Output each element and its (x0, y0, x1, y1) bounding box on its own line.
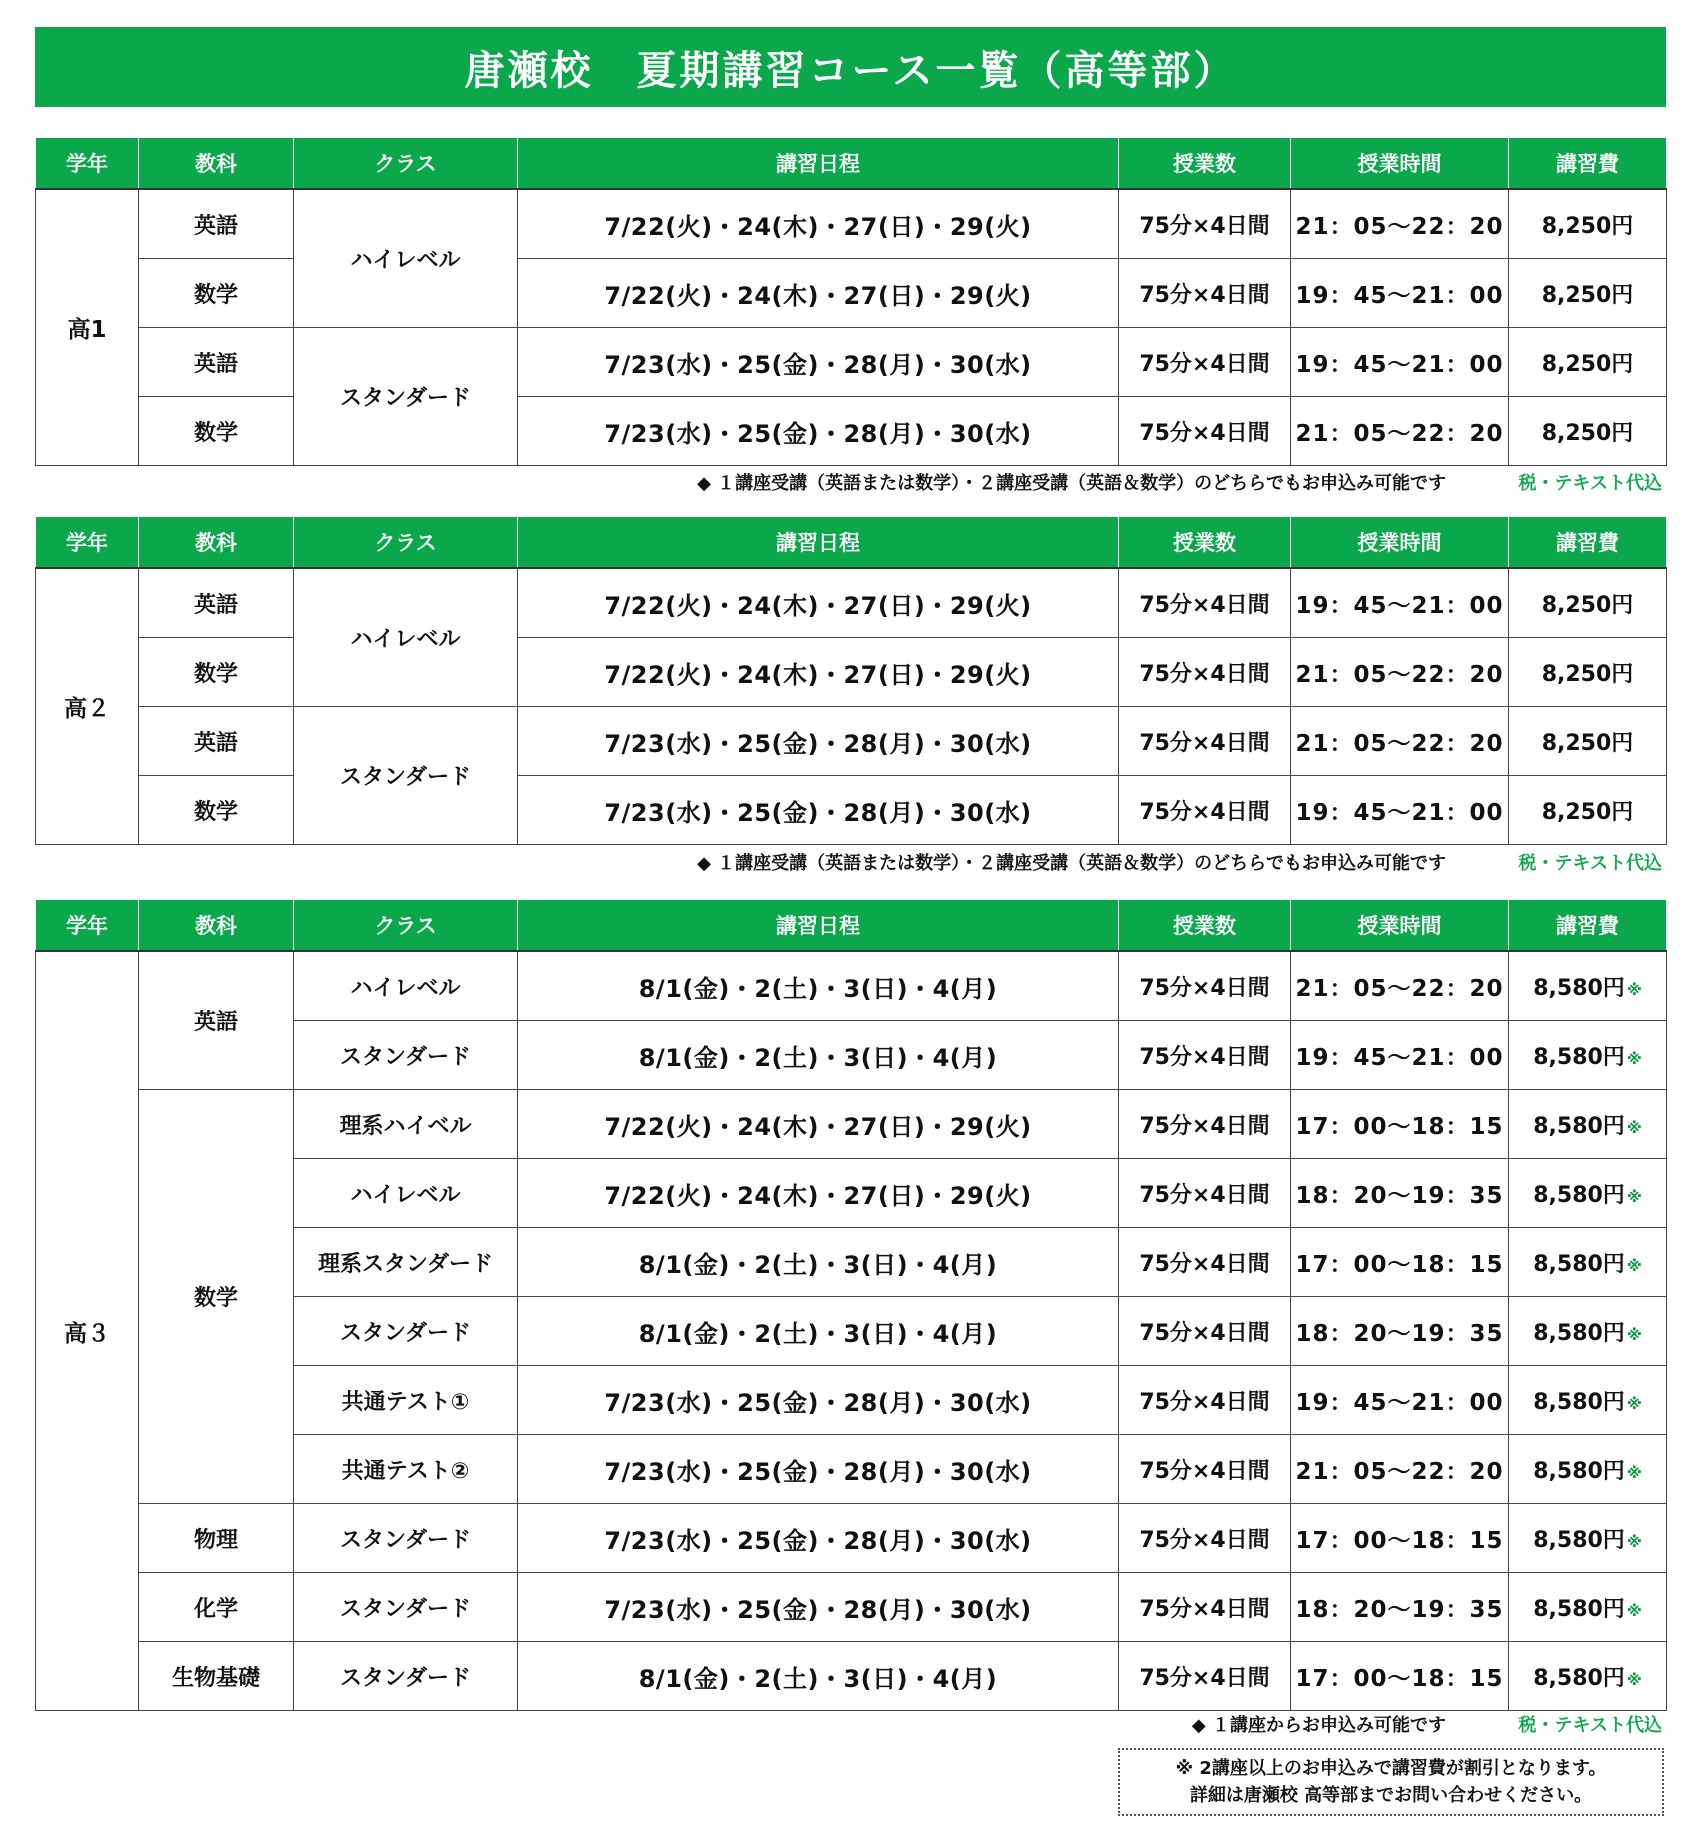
schedule-cell: 7/23(水)・25(金)・28(月)・30(水) (518, 1366, 1119, 1435)
time-cell: 19：45～21：00 (1291, 776, 1509, 845)
lessons-cell: 75分×4日間 (1119, 1435, 1291, 1504)
table-header-row (36, 138, 1667, 190)
grade-cell: 高３ (36, 951, 139, 1711)
header-schedule: 講習日程 (518, 138, 1119, 190)
tax-note: 税・テキスト代込 (1518, 473, 1662, 494)
class-cell: ハイレベル (294, 951, 518, 1021)
schedule-cell: 7/22(火)・24(木)・27(日)・29(火) (518, 259, 1119, 328)
subject-cell: 化学 (139, 1573, 294, 1642)
fee-value: 8,580円 (1533, 1320, 1625, 1346)
fee-cell: 8,250円 (1509, 189, 1667, 259)
schedule-cell: 8/1(金)・2(土)・3(日)・4(月) (518, 1021, 1119, 1090)
header-schedule: 講習日程 (518, 517, 1119, 569)
fee-cell (1509, 1504, 1667, 1573)
time-cell: 21：05～22：20 (1291, 707, 1509, 776)
schedule-cell: 7/22(火)・24(木)・27(日)・29(火) (518, 568, 1119, 638)
discount-notice-box (1118, 1748, 1664, 1816)
class-cell: ハイレベル (294, 189, 518, 328)
table-row (36, 776, 1667, 845)
note-line-grade2 (35, 845, 1666, 879)
time-cell: 21：05～22：20 (1291, 189, 1509, 259)
time-cell: 17：00～18：15 (1291, 1090, 1509, 1159)
header-lessons: 授業数 (1119, 138, 1291, 190)
time-cell: 21：05～22：20 (1291, 397, 1509, 466)
fee-value: 8,580円 (1533, 1182, 1625, 1208)
header-subject: 教科 (139, 517, 294, 569)
page-title: 唐瀬校 夏期講習コース一覧（高等部） (35, 27, 1666, 107)
fee-value: 8,580円 (1533, 1527, 1625, 1553)
schedule-cell: 7/23(水)・25(金)・28(月)・30(水) (518, 1435, 1119, 1504)
subject-cell: 数学 (139, 776, 294, 845)
schedule-cell: 7/22(火)・24(木)・27(日)・29(火) (518, 638, 1119, 707)
lessons-cell: 75分×4日間 (1119, 1504, 1291, 1573)
table-row (36, 568, 1667, 638)
discount-mark: ※ (1626, 1601, 1642, 1620)
header-class: クラス (294, 517, 518, 569)
note-line-grade1 (35, 465, 1666, 499)
header-time: 授業時間 (1291, 517, 1509, 569)
lessons-cell: 75分×4日間 (1119, 951, 1291, 1021)
lessons-cell: 75分×4日間 (1119, 189, 1291, 259)
table-row (36, 1642, 1667, 1711)
table-row (36, 707, 1667, 776)
schedule-cell: 7/23(水)・25(金)・28(月)・30(水) (518, 1504, 1119, 1573)
table-row (36, 328, 1667, 397)
lessons-cell: 75分×4日間 (1119, 1642, 1291, 1711)
schedule-cell: 7/23(水)・25(金)・28(月)・30(水) (518, 776, 1119, 845)
header-class: クラス (294, 138, 518, 190)
fee-value: 8,580円 (1533, 1458, 1625, 1484)
class-cell: スタンダード (294, 707, 518, 845)
time-cell: 18：20～19：35 (1291, 1573, 1509, 1642)
header-fee: 講習費 (1509, 900, 1667, 952)
table-row (36, 397, 1667, 466)
fee-cell (1509, 1090, 1667, 1159)
class-cell: スタンダード (294, 1642, 518, 1711)
time-cell: 19：45～21：00 (1291, 328, 1509, 397)
lessons-cell: 75分×4日間 (1119, 1366, 1291, 1435)
subject-cell: 生物基礎 (139, 1642, 294, 1711)
class-cell: スタンダード (294, 1573, 518, 1642)
lessons-cell: 75分×4日間 (1119, 397, 1291, 466)
fee-value: 8,580円 (1533, 1665, 1625, 1691)
fee-cell (1509, 1573, 1667, 1642)
grade-cell: 高２ (36, 568, 139, 845)
class-cell: スタンダード (294, 1504, 518, 1573)
time-cell: 21：05～22：20 (1291, 638, 1509, 707)
fee-value: 8,580円 (1533, 1596, 1625, 1622)
table-row (36, 1504, 1667, 1573)
header-grade: 学年 (36, 900, 139, 952)
time-cell: 17：00～18：15 (1291, 1228, 1509, 1297)
discount-notice-line2: 詳細は唐瀬校 高等部までお問い合わせください。 (1189, 1785, 1593, 1806)
schedule-cell: 7/23(水)・25(金)・28(月)・30(水) (518, 397, 1119, 466)
schedule-cell: 7/22(火)・24(木)・27(日)・29(火) (518, 1159, 1119, 1228)
fee-value: 8,580円 (1533, 1113, 1625, 1139)
subject-cell: 英語 (139, 189, 294, 259)
time-cell: 19：45～21：00 (1291, 1366, 1509, 1435)
discount-mark: ※ (1626, 1118, 1642, 1137)
course-table-grade2 (35, 516, 1667, 845)
class-cell: ハイレベル (294, 568, 518, 707)
table-header-row (36, 517, 1667, 569)
fee-cell (1509, 1021, 1667, 1090)
discount-mark: ※ (1626, 1463, 1642, 1482)
subject-cell: 英語 (139, 328, 294, 397)
header-class: クラス (294, 900, 518, 952)
fee-cell: 8,250円 (1509, 638, 1667, 707)
lessons-cell: 75分×4日間 (1119, 1297, 1291, 1366)
lessons-cell: 75分×4日間 (1119, 1228, 1291, 1297)
schedule-cell: 7/22(火)・24(木)・27(日)・29(火) (518, 1090, 1119, 1159)
lessons-cell: 75分×4日間 (1119, 568, 1291, 638)
class-cell: スタンダード (294, 1297, 518, 1366)
header-time: 授業時間 (1291, 900, 1509, 952)
fee-cell (1509, 1159, 1667, 1228)
lessons-cell: 75分×4日間 (1119, 1159, 1291, 1228)
fee-cell: 8,250円 (1509, 328, 1667, 397)
time-cell: 17：00～18：15 (1291, 1504, 1509, 1573)
time-cell: 18：20～19：35 (1291, 1159, 1509, 1228)
schedule-cell: 8/1(金)・2(土)・3(日)・4(月) (518, 1297, 1119, 1366)
table-header-row (36, 900, 1667, 952)
tax-note: 税・テキスト代込 (1518, 1715, 1662, 1736)
table-row (36, 638, 1667, 707)
lessons-cell: 75分×4日間 (1119, 776, 1291, 845)
application-note: ◆ １講座からお申込み可能です (1191, 1715, 1446, 1736)
course-table-grade1 (35, 137, 1667, 466)
fee-value: 8,580円 (1533, 1389, 1625, 1415)
schedule-cell: 7/22(火)・24(木)・27(日)・29(火) (518, 189, 1119, 259)
subject-cell: 数学 (139, 1090, 294, 1504)
fee-cell (1509, 1228, 1667, 1297)
lessons-cell: 75分×4日間 (1119, 259, 1291, 328)
time-cell: 17：00～18：15 (1291, 1642, 1509, 1711)
subject-cell: 英語 (139, 568, 294, 638)
lessons-cell: 75分×4日間 (1119, 707, 1291, 776)
fee-cell (1509, 1297, 1667, 1366)
subject-cell: 数学 (139, 397, 294, 466)
time-cell: 19：45～21：00 (1291, 1021, 1509, 1090)
class-cell: 共通テスト① (294, 1366, 518, 1435)
schedule-cell: 8/1(金)・2(土)・3(日)・4(月) (518, 951, 1119, 1021)
subject-cell: 英語 (139, 951, 294, 1090)
time-cell: 21：05～22：20 (1291, 951, 1509, 1021)
subject-cell: 数学 (139, 259, 294, 328)
fee-cell (1509, 951, 1667, 1021)
subject-cell: 物理 (139, 1504, 294, 1573)
course-table-grade3 (35, 899, 1667, 1711)
class-cell: スタンダード (294, 328, 518, 466)
subject-cell: 数学 (139, 638, 294, 707)
time-cell: 18：20～19：35 (1291, 1297, 1509, 1366)
time-cell: 21：05～22：20 (1291, 1435, 1509, 1504)
discount-mark: ※ (1626, 1256, 1642, 1275)
tax-note: 税・テキスト代込 (1518, 853, 1662, 874)
header-schedule: 講習日程 (518, 900, 1119, 952)
lessons-cell: 75分×4日間 (1119, 328, 1291, 397)
fee-value: 8,580円 (1533, 1044, 1625, 1070)
discount-mark: ※ (1626, 1049, 1642, 1068)
application-note: ◆ １講座受講（英語または数学）・２講座受講（英語＆数学）のどちらでもお申込み可能です (697, 853, 1446, 874)
header-grade: 学年 (36, 517, 139, 569)
application-note: ◆ １講座受講（英語または数学）・２講座受講（英語＆数学）のどちらでもお申込み可能です (697, 473, 1446, 494)
header-lessons: 授業数 (1119, 900, 1291, 952)
lessons-cell: 75分×4日間 (1119, 1573, 1291, 1642)
table-row (36, 951, 1667, 1021)
class-cell: 共通テスト② (294, 1435, 518, 1504)
fee-cell: 8,250円 (1509, 568, 1667, 638)
fee-cell (1509, 1435, 1667, 1504)
lessons-cell: 75分×4日間 (1119, 1021, 1291, 1090)
class-cell: 理系ハイベル (294, 1090, 518, 1159)
fee-cell (1509, 1366, 1667, 1435)
subject-cell: 英語 (139, 707, 294, 776)
fee-value: 8,580円 (1533, 975, 1625, 1001)
discount-mark: ※ (1626, 1532, 1642, 1551)
discount-mark: ※ (1626, 1187, 1642, 1206)
table-row (36, 1090, 1667, 1159)
discount-mark: ※ (1626, 1325, 1642, 1344)
table-row (36, 259, 1667, 328)
header-lessons: 授業数 (1119, 517, 1291, 569)
discount-notice-line1: ※ 2講座以上のお申込みで講習費が割引となります。 (1175, 1758, 1607, 1779)
lessons-cell: 75分×4日間 (1119, 1090, 1291, 1159)
header-subject: 教科 (139, 900, 294, 952)
discount-mark: ※ (1626, 1394, 1642, 1413)
fee-cell: 8,250円 (1509, 259, 1667, 328)
schedule-cell: 8/1(金)・2(土)・3(日)・4(月) (518, 1642, 1119, 1711)
header-grade: 学年 (36, 138, 139, 190)
fee-cell: 8,250円 (1509, 776, 1667, 845)
table-row (36, 1573, 1667, 1642)
note-line-grade3 (35, 1707, 1666, 1741)
header-fee: 講習費 (1509, 517, 1667, 569)
discount-mark: ※ (1626, 980, 1642, 999)
time-cell: 19：45～21：00 (1291, 259, 1509, 328)
schedule-cell: 7/23(水)・25(金)・28(月)・30(水) (518, 707, 1119, 776)
schedule-cell: 8/1(金)・2(土)・3(日)・4(月) (518, 1228, 1119, 1297)
class-cell: ハイレベル (294, 1159, 518, 1228)
fee-cell: 8,250円 (1509, 397, 1667, 466)
fee-cell (1509, 1642, 1667, 1711)
header-fee: 講習費 (1509, 138, 1667, 190)
class-cell: スタンダード (294, 1021, 518, 1090)
schedule-cell: 7/23(水)・25(金)・28(月)・30(水) (518, 328, 1119, 397)
time-cell: 19：45～21：00 (1291, 568, 1509, 638)
fee-value: 8,580円 (1533, 1251, 1625, 1277)
lessons-cell: 75分×4日間 (1119, 638, 1291, 707)
fee-cell: 8,250円 (1509, 707, 1667, 776)
schedule-cell: 7/23(水)・25(金)・28(月)・30(水) (518, 1573, 1119, 1642)
discount-mark: ※ (1626, 1670, 1642, 1689)
class-cell: 理系スタンダード (294, 1228, 518, 1297)
table-row (36, 189, 1667, 259)
header-subject: 教科 (139, 138, 294, 190)
grade-cell: 高1 (36, 189, 139, 466)
header-time: 授業時間 (1291, 138, 1509, 190)
